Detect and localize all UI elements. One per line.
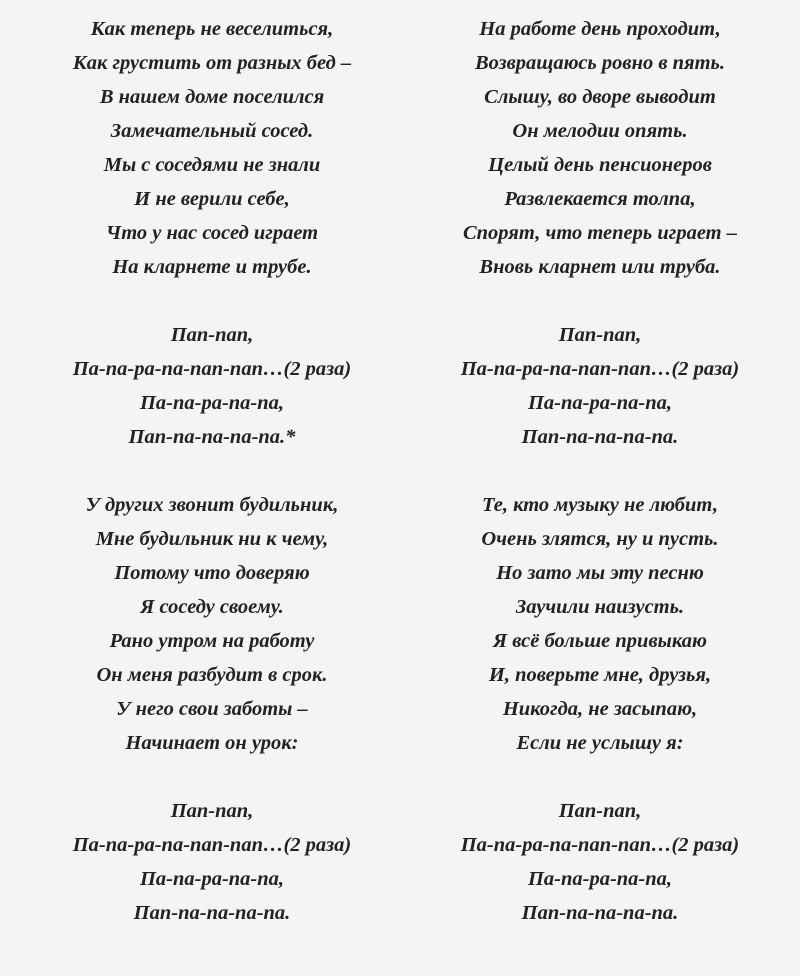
chorus-right-1 [410, 318, 790, 454]
lyric-line: Начинает он урок: [125, 732, 299, 754]
lyric-line: Мне будильник ни к чему, [95, 528, 329, 550]
lyric-line: Если не услышу я: [516, 732, 684, 754]
lyric-line: Никогда, не засыпаю, [502, 698, 698, 720]
lyric-line: Что у нас сосед играет [105, 222, 319, 244]
lyric-line: На работе день проходит, [479, 18, 721, 40]
chorus-line: Па-па-ра-па-па, [139, 868, 285, 890]
stanza-gap [22, 284, 402, 318]
lyric-line: Вновь кларнет или труба. [479, 256, 721, 278]
verse-left-2 [22, 488, 402, 760]
chorus-line: Пап-па-па-па-па.* [128, 426, 296, 448]
chorus-line: Пап-пап, [558, 800, 642, 822]
chorus-line: Па-па-ра-па-пап-пап…(2 раза) [460, 358, 740, 380]
verse-right-1 [410, 12, 790, 284]
lyric-line: В нашем доме поселился [99, 86, 325, 108]
chorus-line: Пап-пап, [558, 324, 642, 346]
chorus-left-1 [22, 318, 402, 454]
stanza-gap [22, 454, 402, 488]
chorus-line: Пап-па-па-па-па. [521, 426, 679, 448]
lyric-line: Замечательный сосед. [110, 120, 314, 142]
lyric-line: Он меня разбудит в срок. [96, 664, 328, 686]
left-column [22, 12, 402, 930]
lyric-line: У других звонит будильник, [85, 494, 339, 516]
lyric-line: Очень злятся, ну и пусть. [481, 528, 719, 550]
lyric-line: Я всё больше привыкаю [493, 630, 707, 652]
stanza-gap [410, 454, 790, 488]
right-column [410, 12, 790, 930]
chorus-line: Пап-пап, [170, 324, 254, 346]
chorus-left-2 [22, 794, 402, 930]
lyric-line: Но зато мы эту песню [496, 562, 704, 584]
stanza-gap [410, 760, 790, 794]
lyric-line: Он мелодии опять. [512, 120, 688, 142]
lyric-line: И, поверьте мне, друзья, [488, 664, 712, 686]
lyric-line: Потому что доверяю [114, 562, 310, 584]
lyric-line: И не верили себе, [134, 188, 290, 210]
lyric-line: Как теперь не веселиться, [90, 18, 334, 40]
stanza-gap [22, 760, 402, 794]
chorus-line: Па-па-ра-па-па, [527, 868, 673, 890]
lyric-line: Заучили наизусть. [515, 596, 685, 618]
lyric-line: Я соседу своему. [140, 596, 284, 618]
lyric-line: Те, кто музыку не любит, [481, 494, 719, 516]
lyric-line: Развлекается толпа, [504, 188, 696, 210]
chorus-line: Пап-па-па-па-па. [133, 902, 291, 924]
chorus-line: Па-па-ра-па-па, [527, 392, 673, 414]
chorus-line: Па-па-ра-па-пап-пап…(2 раза) [460, 834, 740, 856]
chorus-line: Па-па-ра-па-пап-пап…(2 раза) [72, 834, 352, 856]
lyric-line: На кларнете и трубе. [112, 256, 312, 278]
lyric-line: Слышу, во дворе выводит [484, 86, 716, 108]
chorus-right-2 [410, 794, 790, 930]
lyric-line: Как грустить от разных бед – [72, 52, 352, 74]
lyric-line: Возвращаюсь ровно в пять. [474, 52, 726, 74]
verse-right-2 [410, 488, 790, 760]
lyric-line: Спорят, что теперь играет – [462, 222, 738, 244]
lyric-line: У него свои заботы – [116, 698, 308, 720]
verse-left-1 [22, 12, 402, 284]
chorus-line: Пап-па-па-па-па. [521, 902, 679, 924]
lyric-line: Мы с соседями не знали [103, 154, 321, 176]
chorus-line: Пап-пап, [170, 800, 254, 822]
lyric-line: Рано утром на работу [109, 630, 315, 652]
chorus-line: Па-па-ра-па-пап-пап…(2 раза) [72, 358, 352, 380]
stanza-gap [410, 284, 790, 318]
lyric-line: Целый день пенсионеров [488, 154, 712, 176]
chorus-line: Па-па-ра-па-па, [139, 392, 285, 414]
